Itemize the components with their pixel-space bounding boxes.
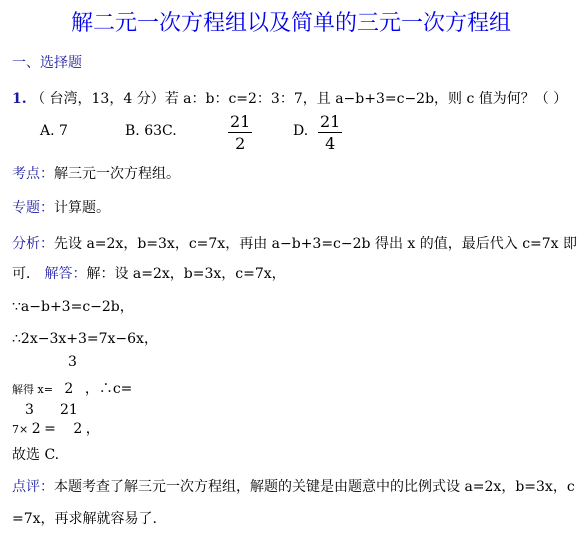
seven-times: 7× bbox=[12, 423, 29, 436]
kaodian-text: 解三元一次方程组。 bbox=[54, 166, 180, 182]
zhuanti-line bbox=[12, 197, 110, 217]
option-a-value: 7 bbox=[59, 123, 68, 139]
page-title: 解二元一次方程组以及简单的三元一次方程组 bbox=[70, 11, 511, 36]
option-d-numerator: 21 bbox=[320, 112, 341, 131]
step-twentyone: 21 bbox=[60, 402, 78, 418]
fenxi-text: 先设 a=2x，b=3x，c=7x，再由 a−b+3=c−2b 得出 x 的值，最后代入 c=7x 即 bbox=[54, 236, 578, 252]
equals-sign: = bbox=[44, 421, 56, 437]
dianping-text: 本题考查了解三元一次方程组，解题的关键是由题意中的比例式设 a=2x，b=3x，c bbox=[54, 479, 575, 495]
step-two-2: 2 bbox=[31, 421, 41, 437]
option-c-fraction bbox=[228, 112, 252, 153]
therefore-c: ，∴c= bbox=[84, 381, 133, 397]
step-three-2: 3 bbox=[25, 402, 34, 418]
jieda-text: 解：设 a=2x，b=3x，c=7x， bbox=[86, 266, 286, 282]
fenxi-line-2 bbox=[12, 263, 286, 283]
option-d-denominator: 4 bbox=[325, 134, 336, 153]
option-a-label: A. bbox=[40, 123, 55, 139]
step-jie-de bbox=[12, 378, 132, 398]
option-b-value: 63C. bbox=[144, 123, 177, 139]
answer-line: 故选 C. bbox=[12, 447, 60, 463]
dianping-line-2: =7x，再求解就容易了. bbox=[12, 511, 157, 527]
option-c-denominator: 2 bbox=[235, 134, 246, 153]
jie-de-text: 解得 x= bbox=[12, 383, 53, 396]
jieda-label: 解答： bbox=[44, 266, 87, 282]
step-line-2: ∴2x−3x+3=7x−6x， bbox=[12, 331, 158, 347]
step-three-numerator: 3 bbox=[68, 354, 77, 370]
kaodian-line bbox=[12, 163, 180, 183]
question-number: 1. bbox=[12, 91, 27, 107]
question-text: （ 台湾，13，4 分）若 a：b：c=2：3：7，且 a−b+3=c−2b，则 c 值为何？（ ） bbox=[31, 91, 568, 107]
zhuanti-text: 计算题。 bbox=[54, 200, 110, 216]
fenxi-line bbox=[12, 233, 577, 253]
fraction-bar bbox=[228, 132, 252, 133]
kaodian-label: 考点： bbox=[12, 166, 54, 182]
option-d-label: D. bbox=[293, 123, 309, 139]
section-heading: 一、选择题 bbox=[12, 55, 82, 71]
step-final-line bbox=[12, 418, 100, 438]
zhuanti-label: 专题： bbox=[12, 200, 54, 216]
dianping-line bbox=[12, 476, 575, 496]
step-two-3: 2 bbox=[73, 421, 83, 437]
option-b bbox=[125, 123, 177, 139]
fraction-bar bbox=[318, 132, 342, 133]
fenxi-label: 分析： bbox=[12, 236, 54, 252]
dianping-label: 点评： bbox=[12, 479, 54, 495]
step-two-denominator: 2 bbox=[64, 381, 74, 397]
option-a bbox=[40, 123, 68, 139]
option-c-numerator: 21 bbox=[230, 112, 251, 131]
question-line bbox=[12, 88, 567, 108]
option-b-label: B. bbox=[125, 123, 140, 139]
step-comma: ， bbox=[85, 421, 100, 437]
option-d-fraction bbox=[318, 112, 342, 153]
fenxi-text-2: 可． bbox=[12, 266, 40, 282]
step-line-1: ∵a−b+3=c−2b， bbox=[12, 299, 134, 315]
